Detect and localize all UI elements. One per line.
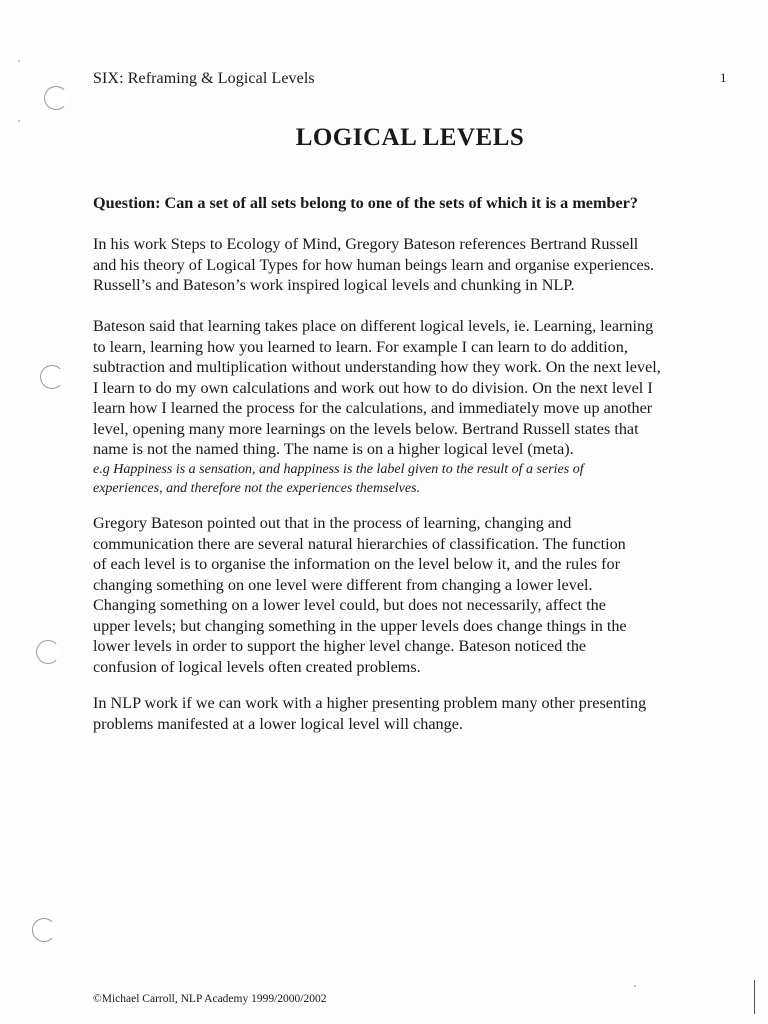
paragraph-line: communication there are several natural hierarchies of classification. The function xyxy=(93,534,626,553)
paragraph-line: changing something on one level were different from changing a lower level. xyxy=(93,575,593,594)
paragraph-line: I learn to do my own calculations and work out how to do division. On the next level I xyxy=(93,378,653,397)
example-line: experiences, and therefore not the experiences themselves. xyxy=(93,480,421,496)
question-heading: Question: Can a set of all sets belong to one of the sets of which it is a member? xyxy=(93,194,638,212)
binder-hole-icon xyxy=(44,86,68,110)
paragraph-4 xyxy=(93,693,717,734)
paragraph-line: Gregory Bateson pointed out that in the process of learning, changing and xyxy=(93,514,572,532)
copyright-footer: ©Michael Carroll, NLP Academy 1999/2000/2002 xyxy=(93,993,327,1005)
page-number: 1 xyxy=(720,70,727,85)
paragraph-line: of each level is to organise the information on the level below it, and the rules for xyxy=(93,555,620,573)
running-head: SIX: Reframing & Logical Levels xyxy=(93,70,315,87)
page-title: LOGICAL LEVELS xyxy=(295,124,525,151)
paragraph-line: and his theory of Logical Types for how human beings learn and organise experiences. xyxy=(93,255,655,274)
paragraph-line: problems manifested at a lower logical level will change. xyxy=(93,714,463,733)
paragraph-line: Bateson said that learning takes place on different logical levels, ie. Learning, learning xyxy=(93,317,654,335)
binder-hole-icon xyxy=(32,918,56,942)
paragraph-line: In NLP work if we can work with a higher presenting problem many other presenting xyxy=(93,694,647,712)
paragraph-3 xyxy=(93,513,717,677)
scan-speck xyxy=(18,120,20,122)
binder-hole-icon xyxy=(36,640,60,664)
paragraph-line: lower levels in order to support the higher level change. Bateson noticed the xyxy=(93,637,587,655)
paragraph-line: upper levels; but changing something in the upper levels does change things in the xyxy=(93,616,627,635)
paragraph-line: Russell’s and Bateson’s work inspired logical levels and chunking in NLP. xyxy=(93,276,575,294)
paragraph-line: subtraction and multiplication without understanding how they work. On the next level, xyxy=(93,358,661,376)
paragraph-2 xyxy=(93,316,717,498)
paragraph-line: confusion of logical levels often created problems. xyxy=(93,657,421,676)
paragraph-line: Changing something on a lower level could, but does not necessarily, affect the xyxy=(93,596,606,614)
scan-speck xyxy=(18,60,20,62)
scan-speck xyxy=(634,985,636,987)
paragraph-line: learn how I learned the process for the calculations, and immediately move up another xyxy=(93,399,653,417)
binder-hole-icon xyxy=(40,365,64,389)
paragraph-line: name is not the named thing. The name is on a higher logical level (meta). xyxy=(93,440,574,458)
paragraph-line: level, opening many more learnings on the levels below. Bertrand Russell states that xyxy=(93,419,639,438)
paragraph-1 xyxy=(93,234,717,296)
example-line: e.g Happiness is a sensation, and happiness is the label given to the result of a series of xyxy=(93,461,584,477)
paragraph-line: to learn, learning how you learned to learn. For example I can learn to do addition, xyxy=(93,337,628,356)
scan-edge-mark xyxy=(754,980,755,1014)
paragraph-line: In his work Steps to Ecology of Mind, Gregory Bateson references Bertrand Russell xyxy=(93,235,639,253)
